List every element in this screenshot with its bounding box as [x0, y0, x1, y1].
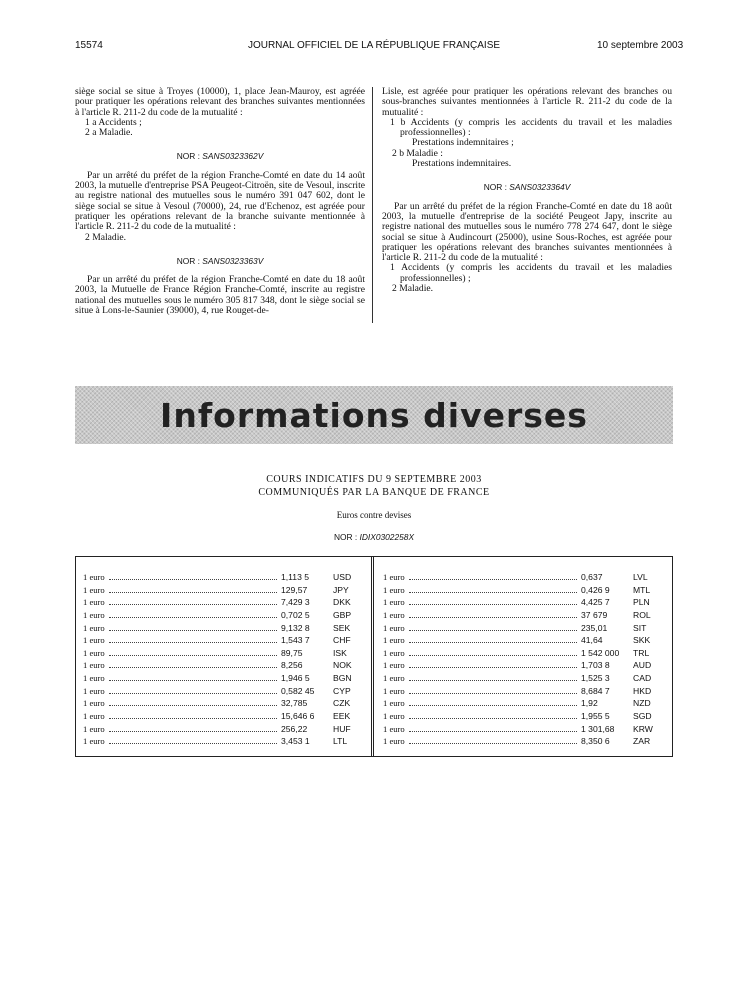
rate-value: 8,256	[281, 660, 303, 671]
leader-dots	[409, 579, 577, 580]
rate-row	[83, 597, 357, 610]
nor-code: SANS0323362V	[202, 151, 264, 162]
currency-code: SGD	[633, 711, 652, 722]
rate-label: 1 euro	[83, 635, 105, 646]
nor-label: NOR :	[333, 532, 358, 542]
paragraph: Par un arrêté du préfet de la région Franche-Comté en date du 14 août 2003, la mutuelle d'entreprise PSA Peugeot-Citroën, site de Vesoul, inscrite au registre national des mutuelles sous le numéro 391 047 602, dont le siège social se situe à Vesoul (70000), 24, rue d'Echenoz, est agréée pour pratiquer les opérations relevant de la branche suivante mentionnée à l'article R. 211-2 du code de la mutualité :	[75, 169, 365, 233]
rate-row	[83, 698, 357, 711]
list-subitem: Prestations indemnitaires ;	[412, 137, 514, 149]
rate-row	[83, 711, 357, 724]
rate-row	[383, 610, 657, 623]
rate-label: 1 euro	[83, 597, 105, 608]
paragraph: Lisle, est agréée pour pratiquer les opérations relevant des branches ou sous-branches suivantes mentionnées à l'article R. 211-2 du code de la mutualité :	[382, 86, 672, 118]
leader-dots	[409, 731, 577, 732]
rate-value: 37 679	[581, 609, 608, 620]
list-item: 1 Accidents (y compris les accidents du travail et les maladies professionnelles) ;	[390, 262, 672, 284]
banner-title: Informations diverses	[160, 395, 588, 435]
leader-dots	[109, 680, 277, 681]
rate-value: 1,703 8	[581, 660, 610, 671]
leader-dots	[409, 743, 577, 744]
rate-row	[83, 660, 357, 673]
leader-dots	[409, 655, 577, 656]
rate-row	[83, 648, 357, 661]
leader-dots	[409, 680, 577, 681]
right-column	[382, 87, 672, 294]
rate-value: 4,425 7	[581, 597, 610, 608]
rate-label: 1 euro	[383, 736, 405, 747]
rate-label: 1 euro	[383, 609, 405, 620]
rate-label: 1 euro	[83, 660, 105, 671]
list-item: 2 Maladie.	[85, 231, 127, 243]
rate-value: 129,57	[281, 584, 308, 595]
currency-code: SIT	[633, 622, 647, 633]
rate-value: 1 542 000	[581, 647, 620, 658]
leader-dots	[409, 630, 577, 631]
currency-code: SKK	[633, 635, 651, 646]
rate-value: 0,426 9	[581, 584, 610, 595]
rate-label: 1 euro	[83, 698, 105, 709]
currency-code: PLN	[633, 597, 650, 608]
currency-code: CAD	[633, 673, 652, 684]
rates-left-list	[83, 572, 357, 749]
currency-code: EEK	[333, 711, 351, 722]
rate-label: 1 euro	[383, 673, 405, 684]
leader-dots	[409, 693, 577, 694]
rate-row	[83, 623, 357, 636]
leader-dots	[409, 642, 577, 643]
nor-label: NOR :	[176, 255, 200, 266]
rate-row	[383, 686, 657, 699]
rate-value: 32,785	[281, 698, 308, 709]
rate-value: 1,955 5	[581, 711, 610, 722]
nor-reference	[0, 532, 748, 542]
list-item: 2 b Maladie :	[392, 147, 443, 159]
rate-row	[83, 736, 357, 749]
leader-dots	[109, 630, 277, 631]
rate-value: 1,92	[581, 698, 598, 709]
rate-row	[383, 623, 657, 636]
rate-row	[383, 585, 657, 598]
rate-label: 1 euro	[83, 622, 105, 633]
rate-label: 1 euro	[383, 584, 405, 595]
rates-title-line2: COMMUNIQUÉS PAR LA BANQUE DE FRANCE	[258, 487, 490, 498]
list-subitem: Prestations indemnitaires.	[412, 158, 512, 170]
currency-code: MTL	[633, 584, 651, 595]
list-item: 2 a Maladie.	[85, 127, 133, 139]
rate-value: 0,637	[581, 572, 603, 582]
rate-row	[83, 610, 357, 623]
rate-value: 0,582 45	[281, 685, 315, 696]
nor-label: NOR :	[483, 182, 507, 193]
rate-label: 1 euro	[383, 572, 405, 582]
rate-row	[383, 660, 657, 673]
rate-row	[383, 597, 657, 610]
rate-label: 1 euro	[383, 711, 405, 722]
rate-row	[83, 724, 357, 737]
nor-code: SANS0323363V	[202, 255, 264, 266]
leader-dots	[109, 592, 277, 593]
page-number: 15574	[75, 40, 103, 51]
paragraph: Par un arrêté du préfet de la région Franche-Comté en date du 18 août 2003, la mutuelle d'entreprise de la société Peugeot Japy, inscrite au registre national des mutuelles sous le numéro 778 274 647, dont le siège social se situe à Audincourt (25000), usine Sous-Roches, est agréée pour pratiquer les opérations relevant des branches suivantes mentionnées à l'article R. 211-2 du code de la mutualité :	[382, 200, 672, 264]
rate-label: 1 euro	[383, 660, 405, 671]
nor-reference	[75, 151, 365, 161]
rate-label: 1 euro	[83, 711, 105, 722]
rate-row	[383, 724, 657, 737]
nor-code: SANS0323364V	[509, 182, 571, 193]
currency-code: ISK	[333, 647, 347, 658]
rate-label: 1 euro	[83, 584, 105, 595]
rate-row	[83, 635, 357, 648]
currency-code: CHF	[333, 635, 351, 646]
rate-value: 3,453 1	[281, 736, 310, 747]
currency-code: AUD	[633, 660, 652, 671]
leader-dots	[409, 592, 577, 593]
rate-label: 1 euro	[83, 736, 105, 747]
paragraph: siège social se situe à Troyes (10000), 1, place Jean-Mauroy, est agréée pour pratiquer les opérations relevant des branches suivantes mentionnées à l'article R. 211-2 du code de la mutualité :	[75, 86, 365, 118]
rate-label: 1 euro	[383, 622, 405, 633]
leader-dots	[109, 655, 277, 656]
leader-dots	[109, 667, 277, 668]
table-divider	[371, 556, 374, 757]
rate-row	[383, 572, 657, 585]
leader-dots	[109, 642, 277, 643]
rate-value: 9,132 8	[281, 622, 310, 633]
leader-dots	[109, 731, 277, 732]
leader-dots	[109, 579, 277, 580]
rate-row	[383, 648, 657, 661]
leader-dots	[109, 743, 277, 744]
currency-code: HUF	[333, 723, 351, 734]
rate-label: 1 euro	[83, 609, 105, 620]
leader-dots	[109, 693, 277, 694]
currency-code: JPY	[333, 584, 349, 595]
rate-row	[83, 686, 357, 699]
currency-code: NZD	[633, 698, 651, 709]
rate-value: 15,646 6	[281, 711, 315, 722]
nor-reference	[382, 182, 672, 192]
leader-dots	[409, 718, 577, 719]
rate-label: 1 euro	[383, 723, 405, 734]
rate-label: 1 euro	[83, 723, 105, 734]
column-divider	[372, 87, 373, 323]
rate-label: 1 euro	[383, 635, 405, 646]
rate-label: 1 euro	[83, 673, 105, 684]
currency-code: SEK	[333, 622, 351, 633]
currency-code: USD	[333, 572, 352, 582]
currency-code: ROL	[633, 609, 651, 620]
rates-subtitle: Euros contre devises	[336, 510, 412, 520]
left-column	[75, 87, 365, 316]
leader-dots	[409, 604, 577, 605]
rate-value: 1 301,68	[581, 723, 615, 734]
rate-row	[383, 673, 657, 686]
rate-value: 8,684 7	[581, 685, 610, 696]
leader-dots	[109, 705, 277, 706]
currency-code: CYP	[333, 685, 351, 696]
rate-value: 1,543 7	[281, 635, 310, 646]
rate-row	[383, 711, 657, 724]
leader-dots	[409, 617, 577, 618]
leader-dots	[409, 705, 577, 706]
rate-label: 1 euro	[83, 572, 105, 582]
rate-row	[383, 698, 657, 711]
currency-code: NOK	[333, 660, 352, 671]
currency-code: BGN	[333, 673, 352, 684]
rate-value: 41,64	[581, 635, 603, 646]
journal-title: JOURNAL OFFICIEL DE LA RÉPUBLIQUE FRANÇAISE	[247, 40, 501, 51]
rate-value: 89,75	[281, 647, 303, 658]
rate-row	[383, 635, 657, 648]
leader-dots	[109, 718, 277, 719]
nor-label: NOR :	[176, 151, 200, 162]
currency-code: DKK	[333, 597, 351, 608]
paragraph: Par un arrêté du préfet de la région Franche-Comté en date du 18 août 2003, la Mutuelle de France Région Franche-Comté, inscrite au registre national des mutuelles sous le numéro 305 817 348, dont le siège social se situe à Lons-le-Saunier (39000), 4, rue Rouget-de-	[75, 274, 365, 317]
issue-date: 10 septembre 2003	[597, 40, 684, 51]
currency-code: GBP	[333, 609, 352, 620]
rate-row	[83, 673, 357, 686]
rate-value: 1,113 5	[281, 572, 310, 582]
leader-dots	[409, 667, 577, 668]
rate-row	[83, 585, 357, 598]
rates-right-list	[383, 572, 657, 749]
rate-label: 1 euro	[83, 647, 105, 658]
list-item: 1 b Accidents (y compris les accidents du travail et les maladies professionnelles) :	[390, 116, 672, 139]
nor-code: IDIX0302258X	[359, 532, 415, 542]
rate-label: 1 euro	[383, 647, 405, 658]
rate-row	[83, 572, 357, 585]
rate-value: 8,350 6	[581, 736, 610, 747]
leader-dots	[109, 604, 277, 605]
currency-code: HKD	[633, 685, 652, 696]
rates-title-line1: COURS INDICATIFS DU 9 SEPTEMBRE 2003	[266, 474, 482, 485]
leader-dots	[109, 617, 277, 618]
currency-code: KRW	[633, 723, 653, 734]
list-item: 1 a Accidents ;	[85, 116, 142, 128]
list-item: 2 Maladie.	[392, 283, 434, 295]
rate-label: 1 euro	[83, 685, 105, 696]
rate-value: 0,702 5	[281, 609, 310, 620]
nor-reference	[75, 256, 365, 266]
currency-code: LTL	[333, 736, 348, 747]
rate-value: 7,429 3	[281, 597, 310, 608]
currency-code: TRL	[633, 647, 650, 658]
rate-value: 1,946 5	[281, 673, 310, 684]
currency-code: CZK	[333, 698, 351, 709]
rate-value: 256,22	[281, 723, 308, 734]
rate-value: 235,01	[581, 622, 608, 633]
rate-value: 1,525 3	[581, 673, 610, 684]
rate-label: 1 euro	[383, 698, 405, 709]
rate-label: 1 euro	[383, 685, 405, 696]
currency-code: ZAR	[633, 736, 651, 747]
section-banner	[75, 386, 673, 444]
rate-label: 1 euro	[383, 597, 405, 608]
rate-row	[383, 736, 657, 749]
currency-code: LVL	[633, 572, 648, 582]
